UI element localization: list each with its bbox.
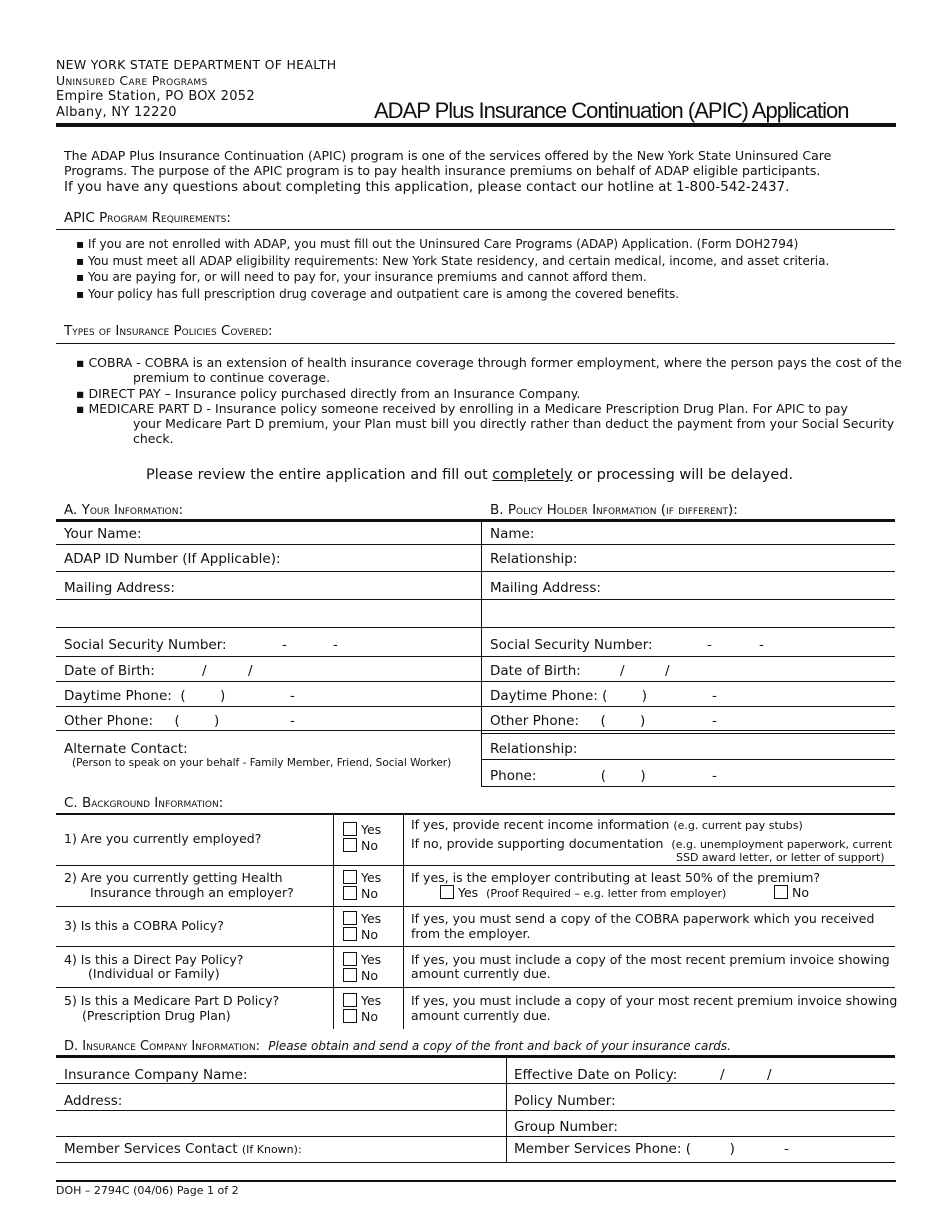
alt-relationship-field[interactable]: Relationship: xyxy=(490,741,578,757)
q2-answer: If yes, is the employer contributing at least 50% of the premium? xyxy=(411,870,821,885)
header-rule xyxy=(56,123,896,127)
other-phone-field[interactable]: Other Phone: ( ) xyxy=(64,713,220,729)
group-number-field[interactable]: Group Number: xyxy=(514,1119,618,1135)
section-d-heading: D. Insurance Company Information: Please obtain and send a copy of the front and back of your insurance cards. xyxy=(64,1039,731,1054)
mailing-address-field[interactable]: Mailing Address: xyxy=(64,580,175,596)
form-title: ADAP Plus Insurance Continuation (APIC) Application xyxy=(374,98,849,123)
ssn-separator: - xyxy=(707,637,712,653)
checkbox[interactable] xyxy=(343,993,357,1007)
phone-separator: - xyxy=(712,713,717,729)
requirement-item: ▪ You are paying for, or will need to pay for, your insurance premiums and cannot afford them. xyxy=(76,270,647,284)
phone-separator: - xyxy=(712,688,717,704)
member-services-contact-field[interactable]: Member Services Contact (If Known): xyxy=(64,1141,302,1157)
intro-line-1: The ADAP Plus Insurance Continuation (APIC) program is one of the services offered by the New York State Uninsured Care xyxy=(64,148,832,163)
q5-yes[interactable]: Yes xyxy=(343,993,381,1008)
daytime-phone-field[interactable]: Daytime Phone: ( ) xyxy=(64,688,226,704)
section-c-heading: C. Background Information: xyxy=(64,795,224,811)
checkbox[interactable] xyxy=(343,911,357,925)
dob-separator: / xyxy=(620,663,625,679)
address-line-2: Albany, NY 12220 xyxy=(56,105,177,120)
insurance-company-field[interactable]: Insurance Company Name: xyxy=(64,1067,248,1083)
types-rule xyxy=(56,343,895,344)
checkbox[interactable] xyxy=(343,870,357,884)
requirement-item: ▪ You must meet all ADAP eligibility requirements: New York State residency, and certain medical, income, and asset criteria. xyxy=(76,254,830,268)
holder-name-field[interactable]: Name: xyxy=(490,526,535,542)
program-name: Uninsured Care Programs xyxy=(56,73,208,88)
checkbox[interactable] xyxy=(440,885,454,899)
q5-no[interactable]: No xyxy=(343,1009,378,1024)
question-3: 3) Is this a COBRA Policy? xyxy=(64,918,224,933)
type-direct-pay: ▪ DIRECT PAY – Insurance policy purchased directly from an Insurance Company. xyxy=(76,386,581,401)
q1-answer-no: If no, provide supporting documentation (e.g. unemployment paperwork, current xyxy=(411,836,893,851)
q5-answer-cont: amount currently due. xyxy=(411,1008,551,1023)
date-separator: / xyxy=(720,1067,725,1083)
review-notice: Please review the entire application and fill out completely or processing will be delayed. xyxy=(146,467,794,483)
alternate-contact-field[interactable]: Alternate Contact: xyxy=(64,741,188,757)
section-c-divider-2 xyxy=(403,814,404,1029)
holder-relationship-field[interactable]: Relationship: xyxy=(490,551,578,567)
type-medicare: ▪ MEDICARE PART D - Insurance policy someone received by enrolling in a Medicare Prescription Drug Plan. For APIC to pay xyxy=(76,401,848,416)
checkbox[interactable] xyxy=(343,838,357,852)
ssn-separator: - xyxy=(282,637,287,653)
dob-separator: / xyxy=(202,663,207,679)
q3-no[interactable]: No xyxy=(343,927,378,942)
section-c-divider-1 xyxy=(333,814,334,1029)
holder-ssn-field[interactable]: Social Security Number: xyxy=(490,637,653,653)
form-number: DOH – 2794C (04/06) Page 1 of 2 xyxy=(56,1184,239,1197)
ssn-separator: - xyxy=(759,637,764,653)
intro-line-2: Programs. The purpose of the APIC program is to pay health insurance premiums on behalf of ADAP eligible participants. xyxy=(64,163,821,178)
phone-separator: - xyxy=(290,688,295,704)
section-ab-divider xyxy=(481,520,482,787)
requirements-rule xyxy=(56,229,895,230)
q1-yes[interactable]: Yes xyxy=(343,822,381,837)
intro-hotline: If you have any questions about completing this application, please contact our hotline at 1-800-542-2437. xyxy=(64,179,790,195)
q2-yes[interactable]: Yes xyxy=(343,870,381,885)
dob-field[interactable]: Date of Birth: xyxy=(64,663,155,679)
types-heading: Types of Insurance Policies Covered: xyxy=(64,323,273,339)
checkbox[interactable] xyxy=(343,968,357,982)
checkbox[interactable] xyxy=(343,822,357,836)
ssn-field[interactable]: Social Security Number: xyxy=(64,637,227,653)
phone-separator: - xyxy=(290,713,295,729)
question-2-cont: Insurance through an employer? xyxy=(90,885,294,900)
question-4: 4) Is this a Direct Pay Policy? xyxy=(64,952,244,967)
section-b-heading: B. Policy Holder Information (if different): xyxy=(490,502,738,518)
checkbox[interactable] xyxy=(343,1009,357,1023)
q3-answer: If yes, you must send a copy of the COBRA paperwork which you received xyxy=(411,911,875,926)
member-services-phone-field[interactable]: Member Services Phone: ( ) xyxy=(514,1141,735,1157)
section-ab-rule xyxy=(56,519,895,522)
alt-phone-field[interactable]: Phone: ( ) xyxy=(490,768,646,784)
type-medicare-cont: your Medicare Part D premium, your Plan must bill you directly rather than deduct the payment from your Social Security xyxy=(133,416,895,431)
q4-yes[interactable]: Yes xyxy=(343,952,381,967)
type-cobra-cont: premium to continue coverage. xyxy=(133,370,331,385)
question-5: 5) Is this a Medicare Part D Policy? xyxy=(64,993,280,1008)
type-medicare-cont2: check. xyxy=(133,431,174,446)
section-d-rule xyxy=(56,1055,895,1058)
q3-answer-cont: from the employer. xyxy=(411,926,531,941)
insurance-address-field[interactable]: Address: xyxy=(64,1093,123,1109)
holder-daytime-phone-field[interactable]: Daytime Phone: ( ) xyxy=(490,688,647,704)
holder-other-phone-field[interactable]: Other Phone: ( ) xyxy=(490,713,646,729)
q5-answer: If yes, you must include a copy of your most recent premium invoice showing xyxy=(411,993,898,1008)
requirement-item: ▪ If you are not enrolled with ADAP, you must fill out the Uninsured Care Programs (ADAP) Application. (Form DOH2794) xyxy=(76,237,799,251)
q1-answer-no-cont: SSD award letter, or letter of support) xyxy=(676,851,885,864)
dob-separator: / xyxy=(248,663,253,679)
q4-answer: If yes, you must include a copy of the most recent premium invoice showing xyxy=(411,952,890,967)
address-line-1: Empire Station, PO BOX 2052 xyxy=(56,89,255,104)
policy-number-field[interactable]: Policy Number: xyxy=(514,1093,616,1109)
q4-no[interactable]: No xyxy=(343,968,378,983)
phone-separator: - xyxy=(712,768,717,784)
question-5-cont: (Prescription Drug Plan) xyxy=(82,1008,231,1023)
type-cobra: ▪ COBRA - COBRA is an extension of health insurance coverage through former employment, where the person pays the cost of the xyxy=(76,355,902,370)
question-1: 1) Are you currently employed? xyxy=(64,831,262,846)
q1-answer-yes: If yes, provide recent income information (e.g. current pay stubs) xyxy=(411,817,803,832)
q3-yes[interactable]: Yes xyxy=(343,911,381,926)
q2-sub-yes[interactable]: Yes (Proof Required – e.g. letter from employer) xyxy=(440,885,726,900)
dept-name: NEW YORK STATE DEPARTMENT OF HEALTH xyxy=(56,57,337,72)
date-separator: / xyxy=(767,1067,772,1083)
q2-sub-no[interactable]: No xyxy=(774,885,809,900)
checkbox[interactable] xyxy=(343,952,357,966)
alternate-contact-note: (Person to speak on your behalf - Family Member, Friend, Social Worker) xyxy=(72,757,452,769)
ssn-separator: - xyxy=(333,637,338,653)
holder-dob-field[interactable]: Date of Birth: xyxy=(490,663,581,679)
checkbox[interactable] xyxy=(343,886,357,900)
effective-date-field[interactable]: Effective Date on Policy: xyxy=(514,1067,678,1083)
adap-id-field[interactable]: ADAP ID Number (If Applicable): xyxy=(64,551,281,567)
footer-rule xyxy=(56,1180,896,1182)
question-4-cont: (Individual or Family) xyxy=(88,966,220,981)
section-a-heading: A. Your Information: xyxy=(64,502,184,518)
requirement-item: ▪ Your policy has full prescription drug coverage and outpatient care is among the covered benefits. xyxy=(76,287,680,301)
q2-no[interactable]: No xyxy=(343,886,378,901)
holder-mailing-field[interactable]: Mailing Address: xyxy=(490,580,601,596)
q4-answer-cont: amount currently due. xyxy=(411,966,551,981)
question-2: 2) Are you currently getting Health xyxy=(64,870,283,885)
your-name-field[interactable]: Your Name: xyxy=(64,526,142,542)
dob-separator: / xyxy=(665,663,670,679)
phone-separator: - xyxy=(784,1141,789,1157)
checkbox[interactable] xyxy=(343,927,357,941)
q1-no[interactable]: No xyxy=(343,838,378,853)
checkbox[interactable] xyxy=(774,885,788,899)
requirements-heading: APIC Program Requirements: xyxy=(64,210,231,226)
section-c-rule xyxy=(56,813,895,815)
